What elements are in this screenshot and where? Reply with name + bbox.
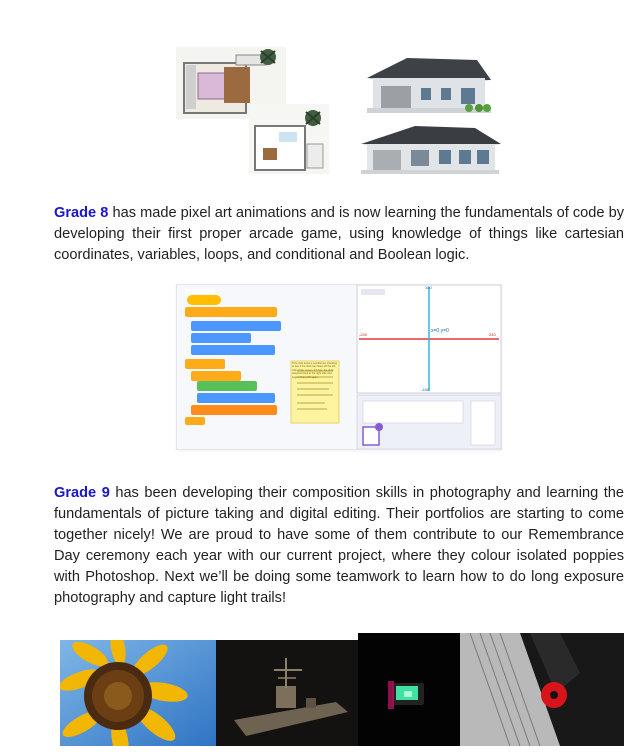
floor-plan-image-2 — [249, 104, 329, 174]
scratch-editor-graphic — [177, 285, 501, 449]
stage-right-tick: 240 — [489, 332, 496, 337]
stage-left-tick: -240 — [359, 332, 368, 337]
house-render-image-2 — [355, 120, 505, 176]
stage-top-tick: 180 — [425, 285, 432, 290]
grade8-paragraph — [54, 203, 624, 266]
grade9-text: has been developing their composition skills in photography and learning the fundamentals of picture taking and digital editing. Their portfolios are starting to come together nicely! We are proud to have some of them contribute to our Remembrance Day ceremony each year with our current project, where they colour isolated poppies with Photoshop. Next we’ll be doing some teamwork to learn how to do long exposure photography and capture light trails! — [54, 485, 624, 606]
poppy-photo — [460, 633, 624, 746]
stage-bottom-tick: -180 — [421, 387, 430, 392]
house-render-image-1 — [357, 50, 497, 116]
sunflower-photo — [60, 640, 216, 746]
light-painting-photo — [358, 633, 460, 746]
stage-coordinate-label: x=0 y=0 — [431, 328, 449, 334]
ship-model-photo — [216, 640, 358, 746]
code-comment-note: This code loops a conditional, checking to see if the duck has flown off the left side of the screen. If it has, the duck teleports back to the right side and begins flying left again. — [292, 362, 338, 379]
grade9-paragraph — [54, 483, 624, 609]
grade8-text: has made pixel art animations and is now learning the fundamentals of code by developing their first proper arcade game, using knowledge of things like cartesian coordinates, variables, loops, and conditional and Boolean logic. — [54, 205, 624, 263]
grade9-label: Grade 9 — [54, 485, 110, 501]
scratch-editor-screenshot — [176, 284, 502, 450]
grade8-label: Grade 8 — [54, 205, 109, 221]
